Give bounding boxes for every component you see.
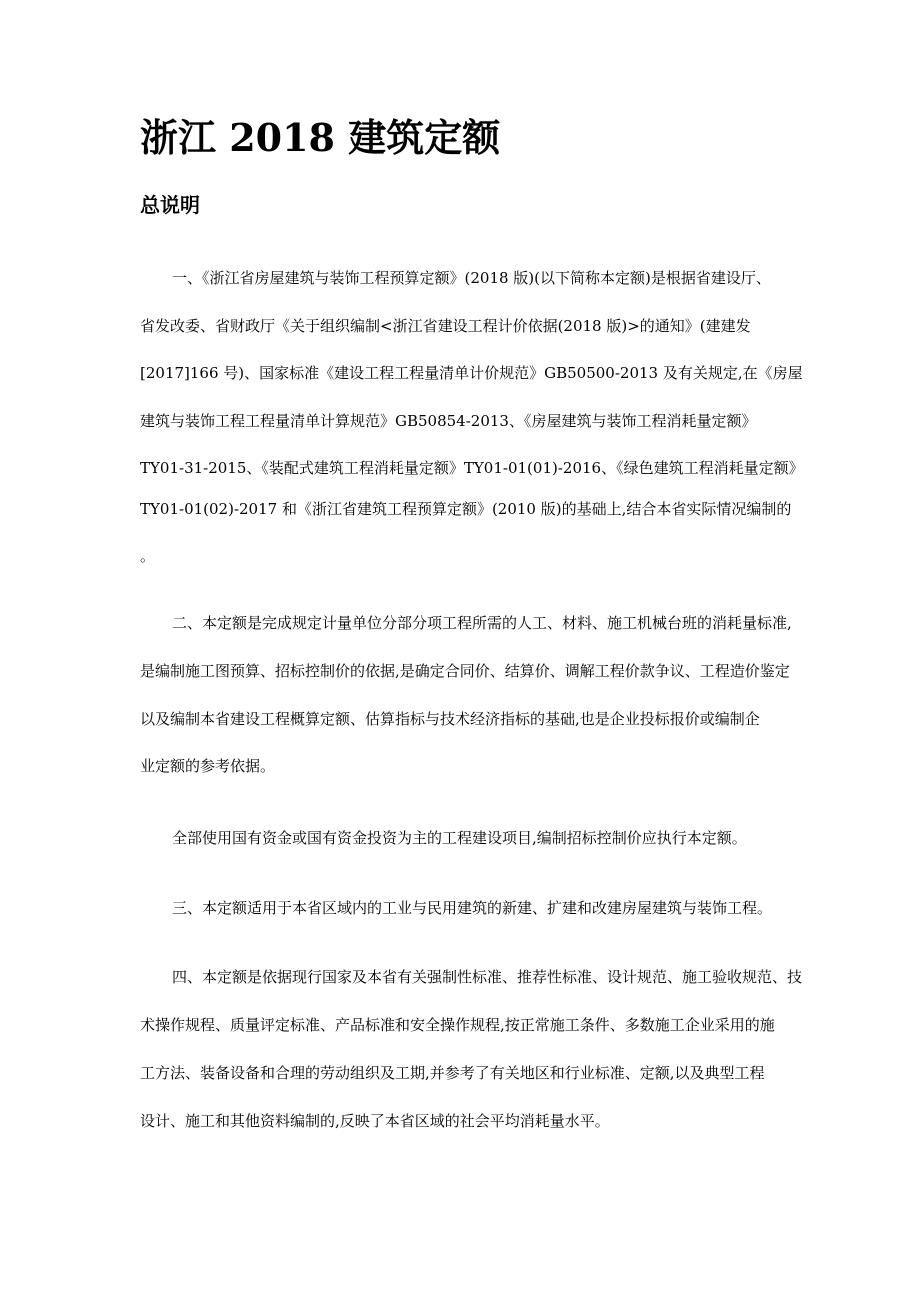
- section-heading: 总说明: [140, 193, 200, 217]
- paragraph-line: 四、本定额是依据现行国家及本省有关强制性标准、推荐性标准、设计规范、施工验收规范、技: [172, 968, 803, 986]
- paragraph-line: 以及编制本省建设工程概算定额、估算指标与技术经济指标的基础,也是企业投标报价或编制企: [140, 710, 760, 728]
- document-title: 浙江 2018 建筑定额: [140, 115, 501, 160]
- paragraph-line: TY01-31-2015、《装配式建筑工程消耗量定额》TY01-01(01)-2016、《绿色建筑工程消耗量定额》: [140, 459, 804, 477]
- paragraph-line: 一、《浙江省房屋建筑与装饰工程预算定额》(2018 版)(以下简称本定额)是根据省建设厅、: [172, 269, 771, 287]
- paragraph-line: 术操作规程、质量评定标准、产品标准和安全操作规程,按正常施工条件、多数施工企业采用的施: [140, 1016, 775, 1034]
- paragraph-line: 工方法、装备设备和合理的劳动组织及工期,并参考了有关地区和行业标准、定额,以及典型工程: [140, 1064, 765, 1082]
- paragraph-line: 全部使用国有资金或国有资金投资为主的工程建设项目,编制招标控制价应执行本定额。: [172, 829, 747, 847]
- paragraph-line: 是编制施工图预算、招标控制价的依据,是确定合同价、结算价、调解工程价款争议、工程造价鉴定: [140, 662, 790, 680]
- paragraph-line: 业定额的参考依据。: [140, 757, 276, 775]
- paragraph-line: [2017]166 号)、国家标准《建设工程工程量清单计价规范》GB50500-2013 及有关规定,在《房屋: [140, 364, 803, 382]
- paragraph-line: 。: [140, 547, 156, 565]
- paragraph-line: 三、本定额适用于本省区域内的工业与民用建筑的新建、扩建和改建房屋建筑与装饰工程。: [172, 899, 773, 917]
- paragraph-line: TY01-01(02)-2017 和《浙江省建筑工程预算定额》(2010 版)的基础上,结合本省实际情况编制的: [140, 500, 792, 518]
- paragraph-line: 设计、施工和其他资料编制的,反映了本省区域的社会平均消耗量水平。: [140, 1112, 610, 1130]
- paragraph-line: 建筑与装饰工程工程量清单计算规范》GB50854-2013、《房屋建筑与装饰工程消耗量定额》: [140, 412, 757, 430]
- paragraph-line: 省发改委、省财政厅《关于组织编制<浙江省建设工程计价依据(2018 版)>的通知》(建建发: [140, 317, 751, 335]
- paragraph-line: 二、本定额是完成规定计量单位分部分项工程所需的人工、材料、施工机械台班的消耗量标准,: [172, 614, 792, 632]
